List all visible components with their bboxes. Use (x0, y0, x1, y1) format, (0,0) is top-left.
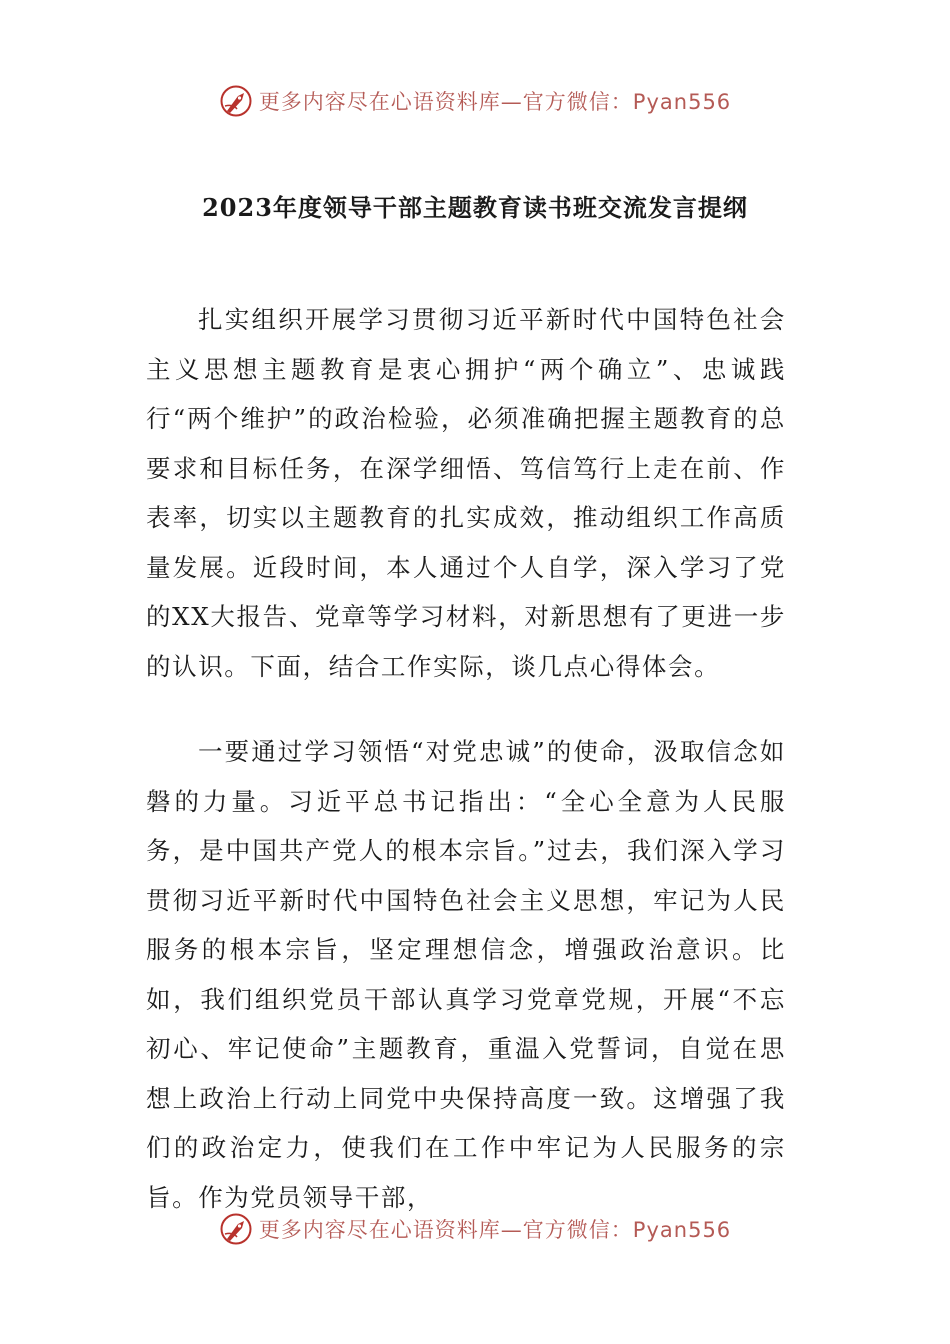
footer-banner (0, 1212, 950, 1246)
body-paragraph-1: 扎实组织开展学习贯彻习近平新时代中国特色社会主义思想主题教育是衷心拥护“两个确立”、忠诚践行“两个维护”的政治检验，必须准确把握主题教育的总要求和目标任务，在深学细悟、笃信笃行上走在前、作表率，切实以主题教育的扎实成效，推动组织工作高质量发展。近段时间，本人通过个人自学，深入学习了党的XX大报告、党章等学习材料，对新思想有了更进一步的认识。下面，结合工作实际，谈几点心得体会。 (146, 305, 786, 681)
header-banner (0, 84, 950, 118)
body-paragraph-2: 一要通过学习领悟“对党忠诚”的使命，汲取信念如磐的力量。习近平总书记指出：“全心全意为人民服务，是中国共产党人的根本宗旨。”过去，我们深入学习贯彻习近平新时代中国特色社会主义思想，牢记为人民服务的根本宗旨，坚定理想信念，增强政治意识。比如，我们组织党员干部认真学习党章党规，开展“不忘初心、牢记使命”主题教育，重温入党誓词，自觉在思想上政治上行动上同党中央保持高度一致。这增强了我们的政治定力，使我们在工作中牢记为人民服务的宗旨。作为党员领导干部， (146, 737, 786, 1212)
footer-banner-text: 更多内容尽在心语资料库—官方微信：Pyan556 (258, 1218, 732, 1242)
header-banner-text: 更多内容尽在心语资料库—官方微信：Pyan556 (258, 90, 732, 114)
pen-nib-logo-icon (219, 84, 253, 118)
pen-nib-logo-icon (219, 1212, 253, 1246)
document-title: 2023年度领导干部主题教育读书班交流发言提纲 (202, 193, 748, 222)
